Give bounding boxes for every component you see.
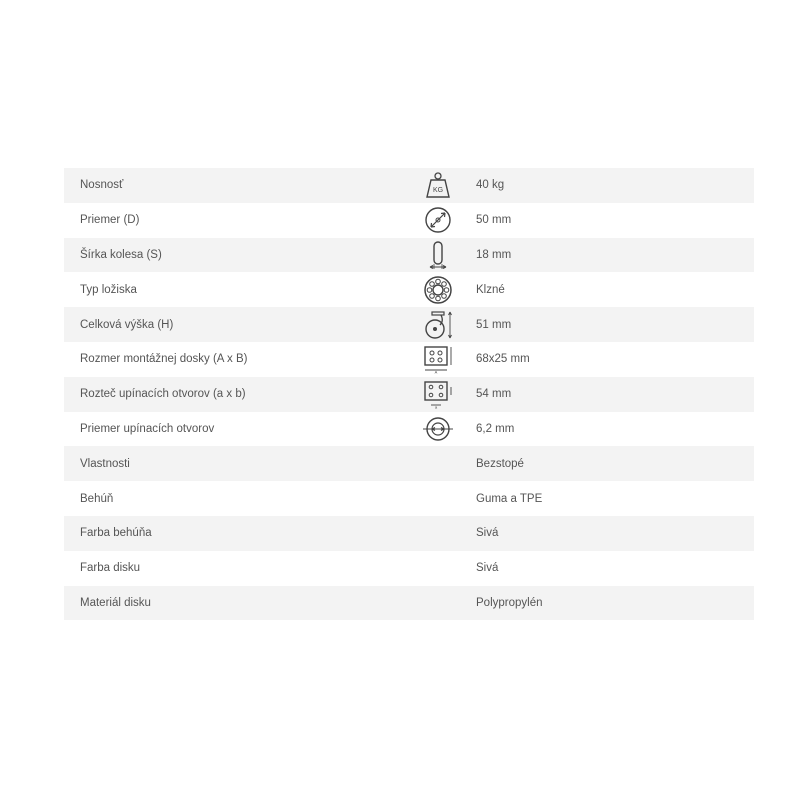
spec-value: 50 mm xyxy=(476,214,512,227)
bearing-icon xyxy=(410,273,466,307)
empty-icon-slot xyxy=(410,482,466,516)
spec-row xyxy=(64,446,754,481)
spec-value: Sivá xyxy=(476,527,499,540)
spec-row xyxy=(64,168,754,203)
spec-label: Typ ložiska xyxy=(80,283,137,296)
svg-text:A: A xyxy=(434,369,438,375)
spec-row xyxy=(64,551,754,586)
spec-value: Guma a TPE xyxy=(476,492,543,505)
spec-label: Vlastnosti xyxy=(80,457,130,470)
spec-label: Priemer upínacích otvorov xyxy=(80,422,215,435)
spec-label: Celková výška (H) xyxy=(80,318,174,331)
spec-value: 18 mm xyxy=(476,248,512,261)
empty-icon-slot xyxy=(410,447,466,481)
spec-row xyxy=(64,307,754,342)
spec-value: 51 mm xyxy=(476,318,512,331)
spec-value: Sivá xyxy=(476,562,499,575)
spec-row xyxy=(64,203,754,238)
spec-label: Farba behúňa xyxy=(80,527,152,540)
spec-label: Materiál disku xyxy=(80,596,151,609)
spec-row xyxy=(64,238,754,273)
spec-label: Farba disku xyxy=(80,562,141,575)
empty-icon-slot xyxy=(410,551,466,585)
spec-value: Polypropylén xyxy=(476,596,543,609)
spec-value: Klzné xyxy=(476,283,505,296)
diameter-icon xyxy=(410,203,466,237)
bolt-hole-spacing-icon xyxy=(410,377,466,411)
wheel-width-icon xyxy=(410,238,466,272)
spec-row xyxy=(64,377,754,412)
spec-value: 6,2 mm xyxy=(476,422,515,435)
spec-value: 40 kg xyxy=(476,179,505,192)
spec-row xyxy=(64,272,754,307)
mounting-plate-icon xyxy=(410,342,466,376)
hole-diameter-icon xyxy=(410,412,466,446)
spec-label: Rozteč upínacích otvorov (a x b) xyxy=(80,388,246,401)
svg-text:KG: KG xyxy=(432,187,444,195)
spec-value: Bezstopé xyxy=(476,457,524,470)
spec-row xyxy=(64,516,754,551)
spec-row xyxy=(64,481,754,516)
empty-icon-slot xyxy=(410,516,466,550)
spec-label: Nosnosť xyxy=(80,179,124,192)
spec-label: Behúň xyxy=(80,492,114,505)
weight-kg-icon xyxy=(410,168,466,202)
spec-label: Šírka kolesa (S) xyxy=(80,248,162,261)
spec-row xyxy=(64,412,754,447)
spec-row xyxy=(64,586,754,621)
spec-value: 68x25 mm xyxy=(476,353,530,366)
empty-icon-slot xyxy=(410,586,466,620)
spec-label: Priemer (D) xyxy=(80,214,140,227)
spec-row xyxy=(64,342,754,377)
svg-text:a: a xyxy=(434,404,438,410)
spec-table xyxy=(64,168,754,620)
caster-height-icon xyxy=(410,308,466,342)
spec-label: Rozmer montážnej dosky (A x B) xyxy=(80,353,248,366)
spec-value: 54 mm xyxy=(476,388,512,401)
